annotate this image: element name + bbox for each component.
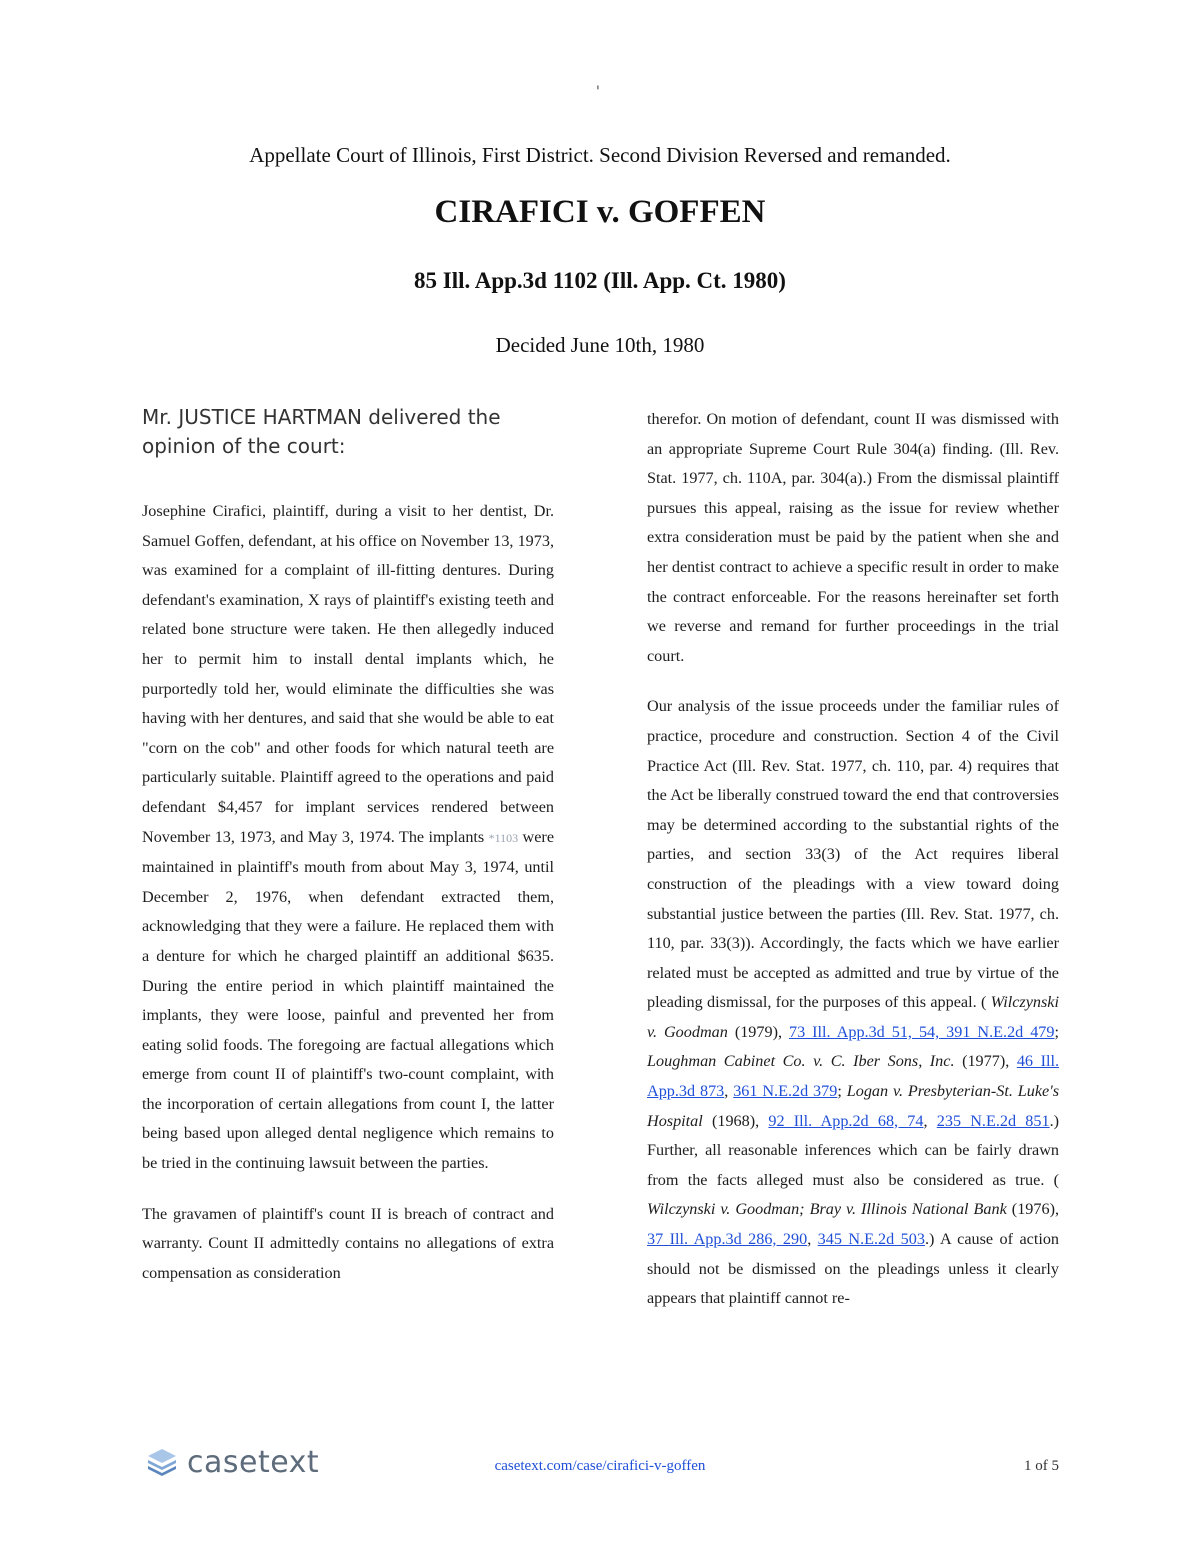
paragraph-gravamen: The gravamen of plaintiff's count II is breach of contract and warranty. Count II admittedly contains no allegations of extra compensation as consideration xyxy=(142,1204,554,1282)
paragraph-text: (1976), xyxy=(1006,1200,1060,1219)
paragraph-text: .) Further, all reasonable inferences which can be fairly drawn from the facts alleged must also be considered as true. ( xyxy=(647,1111,1060,1189)
citation-link[interactable]: 73 Ill. App.3d 51, 54, 391 N.E.2d 479 xyxy=(789,1022,1055,1041)
case-citation: 85 Ill. App.3d 1102 (Ill. App. Ct. 1980) xyxy=(414,268,786,293)
citation-link[interactable]: 46 Ill. App.3d 873 xyxy=(647,1052,1060,1101)
court-heading: Appellate Court of Illinois, First District. Second Division Reversed and remanded. xyxy=(249,143,951,167)
paragraph-analysis xyxy=(647,692,1059,1313)
paragraph-text: , xyxy=(923,1111,937,1130)
page-number: 1 of 5 xyxy=(1024,1458,1059,1474)
paragraph-text: , xyxy=(724,1082,734,1101)
left-column xyxy=(142,403,554,1309)
paragraph-text: (1977), xyxy=(954,1052,1017,1071)
citation-link[interactable]: 235 N.E.2d 851 xyxy=(936,1111,1050,1130)
citation-link[interactable]: 37 Ill. App.3d 286, 290 xyxy=(647,1230,808,1249)
page-marker[interactable]: *1103 xyxy=(488,830,519,845)
opinion-author: Mr. JUSTICE HARTMAN delivered the opinion of the court: xyxy=(142,405,501,458)
paragraph-text: ; xyxy=(1054,1022,1059,1041)
case-name: Wilczynski v. Goodman xyxy=(647,993,1059,1041)
case-name: Loughman Cabinet Co. v. C. Iber Sons, Inc. xyxy=(647,1052,955,1071)
citation-link[interactable]: 345 N.E.2d 503 xyxy=(817,1230,925,1249)
footer-url-link[interactable]: casetext.com/case/cirafici-v-goffen xyxy=(494,1458,706,1474)
case-name: Logan v. Presbyterian-St. Luke's Hospital xyxy=(647,1082,1059,1130)
paragraph-text: ; xyxy=(837,1082,847,1101)
page-tick-mark: ' xyxy=(596,84,600,100)
right-column xyxy=(647,405,1059,1335)
logo-wordmark: casetext xyxy=(187,1444,320,1480)
paragraph-text: were maintained in plaintiff's mouth from about May 3, 1974, until December 2, 1976, when defendant extracted them, acknowledging that they were a failure. He replaced them with a denture for which he charged plaintiff an additional $635. During the entire period in which plaintiff maintained the implants, they were loose, painful and prevented her from eating solid foods. The foregoing are factual allegations which emerge from count II of plaintiff's two-count complaint, with the incorporation of certain allegations from count I, the latter being based upon alleged dental negligence which remains to be tried in the continuing lawsuit between the parties. xyxy=(142,827,554,1173)
paragraph-text: (1968), xyxy=(702,1111,769,1130)
paragraph-facts xyxy=(142,497,554,1179)
paragraph-text: Our analysis of the issue proceeds under the familiar rules of practice, procedure and construction. Section 4 of the Civil Practice Act (Ill. Rev. Stat. 1977, ch. 110, par. 4) requires that the Act be liberally construed toward the end that controversies may be determined according to the substantial rights of the parties, and section 33(3) of the Act requires liberal construction of the pleadings with a view toward doing substantial justice between the parties (Ill. Rev. Stat. 1977, ch. 110, par. 33(3)). Accordingly, the facts which we have earlier related must be accepted as admitted and true by virtue of the pleading dismissal, for the purposes of this appeal. ( xyxy=(647,697,1059,1012)
citation-link[interactable]: 361 N.E.2d 379 xyxy=(733,1082,838,1101)
decision-date: Decided June 10th, 1980 xyxy=(495,333,705,357)
citation-link[interactable]: 92 Ill. App.2d 68, 74 xyxy=(768,1111,924,1130)
paragraph-text: Josephine Cirafici, plaintiff, during a visit to her dentist, Dr. Samuel Goffen, defendant, at his office on November 13, 1973, was examined for a complaint of ill-fitting dentures. During defendant's examination, X rays of plaintiff's existing teeth and related bone structure were taken. He then allegedly induced her to permit him to install dental implants which, he purportedly told her, would eliminate the difficulties she was having with her dentures, and said that she would be able to eat "corn on the cob" and other foods for which natural teeth are particularly suitable. Plaintiff agreed to the operations and paid defendant $4,457 for implant services rendered between November 13, 1973, and May 3, 1974. The implants xyxy=(142,502,554,846)
paragraph-text: , xyxy=(807,1230,818,1249)
case-name: Wilczynski v. Goodman; Bray v. Illinois National Bank xyxy=(647,1200,1007,1219)
case-title: CIRAFICI v. GOFFEN xyxy=(434,194,766,230)
paragraph-dismissal: therefor. On motion of defendant, count II was dismissed with an appropriate Supreme Court Rule 304(a) finding. (Ill. Rev. Stat. 1977, ch. 110A, par. 304(a).) From the dismissal plaintiff pursues this appeal, raising as the issue for review whether extra consideration must be paid by the patient when she and her dentist contract to achieve a specific result in order to make the contract enforceable. For the reasons hereinafter set forth we reverse and remand for further proceedings in the trial court. xyxy=(647,410,1059,665)
paragraph-text: .) A cause of action should not be dismissed on the pleadings unless it clearly appears that plaintiff cannot re- xyxy=(647,1230,1060,1308)
paragraph-text: (1979), xyxy=(727,1022,789,1041)
